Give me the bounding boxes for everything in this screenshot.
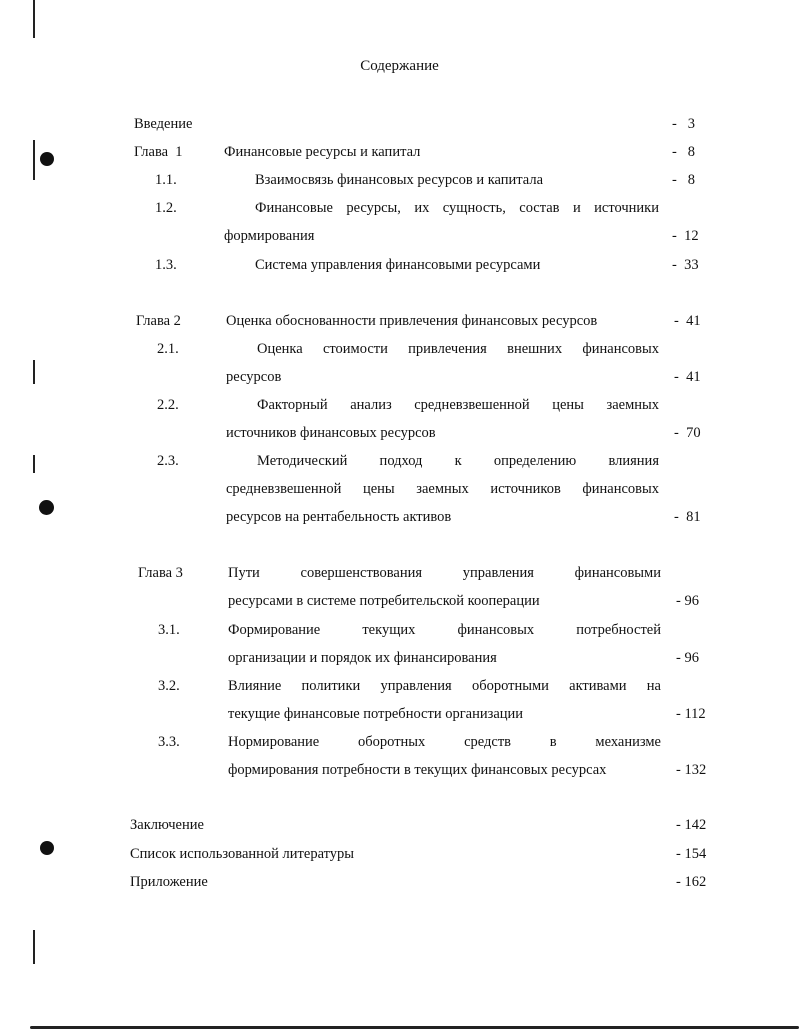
toc-section-num: 1.2. [155,200,177,216]
toc-appendix-page: - 162 [676,874,707,890]
scan-margin-line [33,360,35,384]
toc-intro-label: Введение [134,116,193,132]
toc-section-page: - 41 [674,369,701,385]
toc-section-num: 2.2. [157,397,179,413]
toc-chapter-3-title: Пути совершенствования управления финансовыми [228,565,661,581]
toc-section-page: - 81 [674,509,701,525]
toc-conclusion-page: - 142 [676,817,707,833]
toc-section-title-cont: организации и порядок их финансирования [228,650,497,666]
scan-margin-line [33,140,35,180]
toc-section-title-cont: текущие финансовые потребности организации [228,706,524,722]
toc-section-title-cont: средневзвешенной цены заемных источников финансовых [226,481,659,497]
toc-section-page: - 132 [676,762,707,778]
toc-section-title: Система управления финансовыми ресурсами [255,257,541,273]
scan-bottom-edge [30,1026,799,1029]
toc-appendix-label: Приложение [130,874,208,890]
punch-hole-mark [39,500,54,515]
toc-section-num: 1.3. [155,257,177,273]
toc-chapter-3-label: Глава 3 [138,565,183,581]
toc-chapter-3-page: - 96 [676,593,699,609]
toc-chapter-2-title: Оценка обоснованности привлечения финансовых ресурсов [226,313,598,329]
toc-references-label: Список использованной литературы [130,846,355,862]
toc-section-page: - 33 [672,257,699,273]
scan-margin-line [33,0,35,38]
toc-section-num: 2.3. [157,453,179,469]
toc-section-title: Влияние политики управления оборотными активами на [228,678,661,694]
toc-section-page: - 12 [672,228,699,244]
toc-section-num: 2.1. [157,341,179,357]
toc-conclusion-label: Заключение [130,817,204,833]
toc-chapter-2-page: - 41 [674,313,701,329]
toc-section-num: 3.3. [158,734,180,750]
scan-margin-line [33,930,35,964]
toc-section-title: Методический подход к определению влияния [257,453,659,469]
toc-section-page: - 96 [676,650,699,666]
punch-hole-mark [40,152,54,166]
scan-margin-line [33,455,35,473]
toc-intro-page: - 3 [672,116,695,132]
toc-chapter-3-title-cont: ресурсами в системе потребительской кооперации [228,593,540,609]
toc-section-title: Финансовые ресурсы, их сущность, состав и источники [255,200,659,216]
toc-section-title-cont: источников финансовых ресурсов [226,425,436,441]
toc-section-title: Взаимосвязь финансовых ресурсов и капитала [255,172,544,188]
toc-section-title: Нормирование оборотных средств в механизме [228,734,661,750]
toc-chapter-1-page: - 8 [672,144,695,160]
toc-section-page: - 112 [676,706,706,722]
toc-section-num: 3.1. [158,622,180,638]
toc-chapter-1-label: Глава 1 [134,144,183,160]
toc-chapter-1-title: Финансовые ресурсы и капитал [224,144,421,160]
toc-section-title-cont: ресурсов на рентабельность активов [226,509,452,525]
toc-section-title: Факторный анализ средневзвешенной цены заемных [257,397,659,413]
toc-chapter-2-label: Глава 2 [136,313,181,329]
punch-hole-mark [40,841,54,855]
toc-section-num: 3.2. [158,678,180,694]
toc-section-num: 1.1. [155,172,177,188]
toc-section-title: Формирование текущих финансовых потребностей [228,622,661,638]
toc-section-page: - 70 [674,425,701,441]
toc-section-page: - 8 [672,172,695,188]
toc-section-title-cont: ресурсов [226,369,282,385]
toc-section-title: Оценка стоимости привлечения внешних финансовых [257,341,659,357]
toc-section-title-cont: формирования [224,228,315,244]
toc-references-page: - 154 [676,846,707,862]
toc-section-title-cont: формирования потребности в текущих финансовых ресурсах [228,762,607,778]
page-title: Содержание [360,58,439,74]
